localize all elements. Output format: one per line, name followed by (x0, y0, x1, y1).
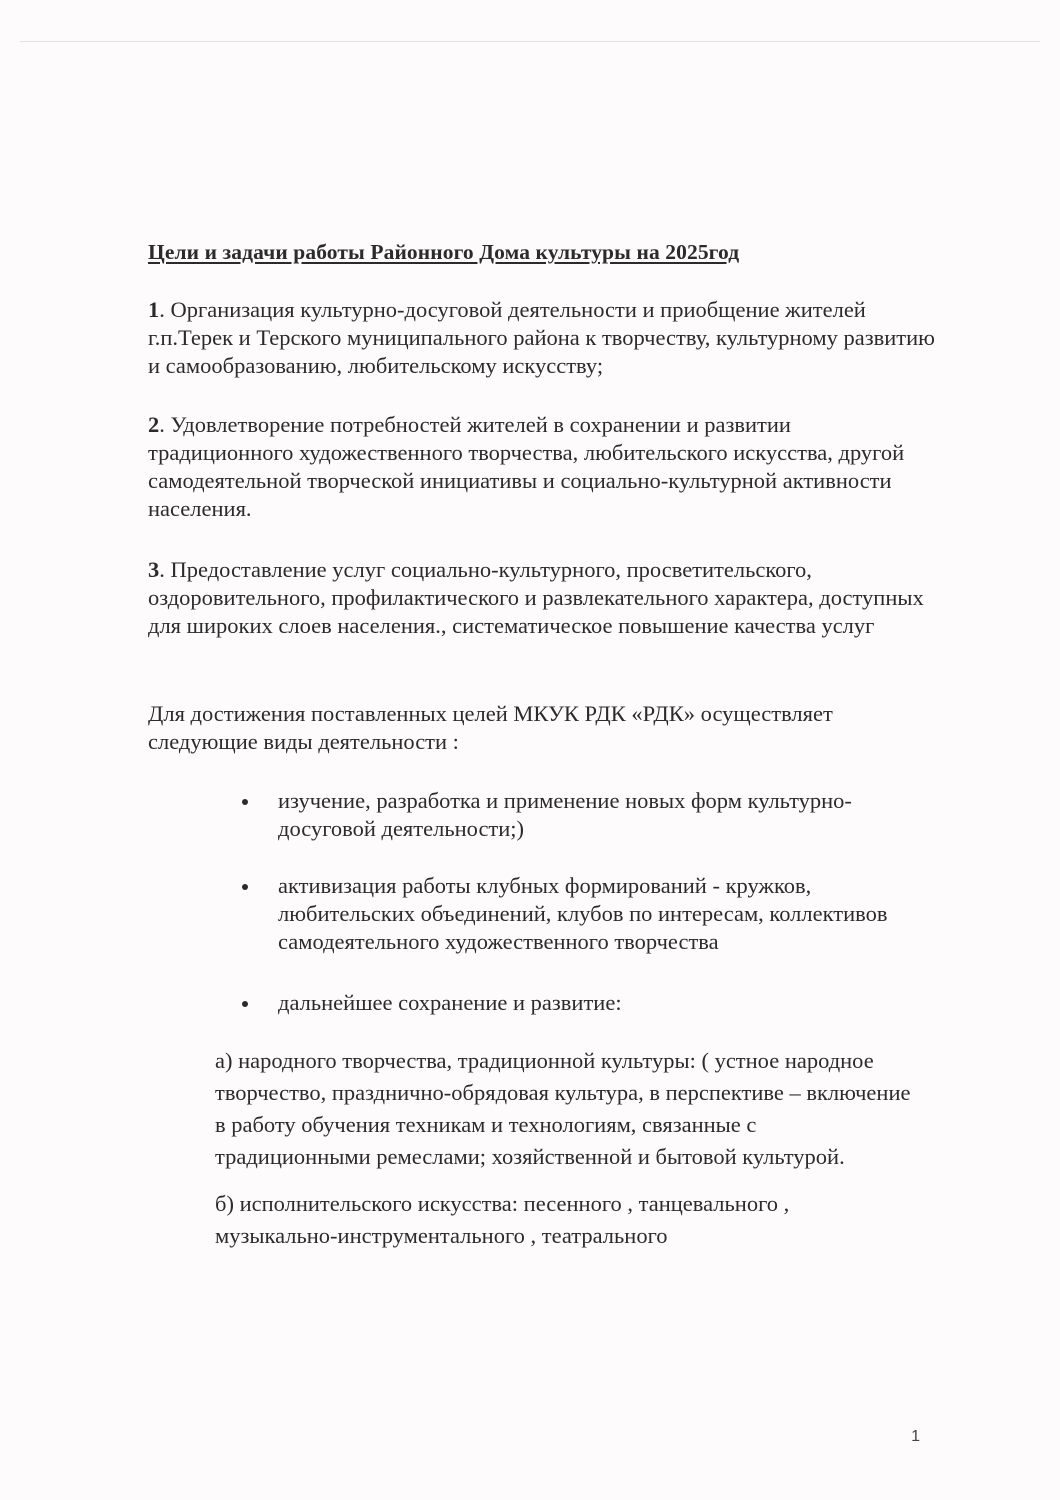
list-item (240, 989, 930, 1017)
list-item (240, 787, 930, 843)
activity-bullet-list (240, 787, 930, 843)
activity-bullet-list (240, 872, 930, 956)
activity-bullet-list (240, 989, 930, 1017)
document-title: Цели и задачи работы Районного Дома культуры на 2025год (148, 240, 740, 264)
bullet-text: изучение, разработка и применение новых форм культурно-досуговой деятельности;) (278, 788, 852, 841)
list-item (240, 872, 930, 956)
activities-intro: Для достижения поставленных целей МКУК РДК «РДК» осуществляет следующие виды деятельности : (148, 701, 833, 754)
goal-paragraph-1 (148, 296, 938, 380)
subitem-a: а) народного творчества, традиционной культуры: ( устное народное творчество, празднично-обрядовая культура, в перспективе – включение в работу обучения техникам и технологиям, связанные с традиционными ремеслами; хозяйственной и бытовой культурой. (215, 1048, 911, 1169)
goal-text: . Организация культурно-досуговой деятельности и приобщение жителей г.п.Терек и Терского муниципального района к творчеству, культурному развитию и самообразованию, любительскому искусству; (148, 297, 935, 378)
page-top-border (20, 41, 1040, 42)
goal-text: . Предоставление услуг социально-культурного, просветительского, оздоровительного, профилактического и развлекательного характера, доступных для широких слоев населения., систематическое повышение качества услуг (148, 557, 924, 638)
subitem-b: б) исполнительского искусства: песенного , танцевального , музыкально-инструментального , театрального (215, 1191, 790, 1248)
bullet-icon (242, 884, 248, 890)
goal-text: . Удовлетворение потребностей жителей в сохранении и развитии традиционного художественного творчества, любительского искусства, другой самодеятельной творческой инициативы и социально-культурной активности населения. (148, 412, 905, 521)
bullet-text: активизация работы клубных формирований - кружков, любительских объединений, клубов по интересам, коллективов самодеятельного художественного творчества (278, 873, 888, 954)
bullet-icon (242, 799, 248, 805)
goal-number: 1 (148, 297, 160, 322)
page-number: 1 (911, 1428, 920, 1445)
goal-number: 3 (148, 557, 160, 582)
goal-paragraph-3 (148, 556, 938, 640)
bullet-icon (242, 1001, 248, 1007)
goal-paragraph-2 (148, 411, 938, 523)
bullet-text: дальнейшее сохранение и развитие: (278, 990, 622, 1015)
goal-number: 2 (148, 412, 160, 437)
